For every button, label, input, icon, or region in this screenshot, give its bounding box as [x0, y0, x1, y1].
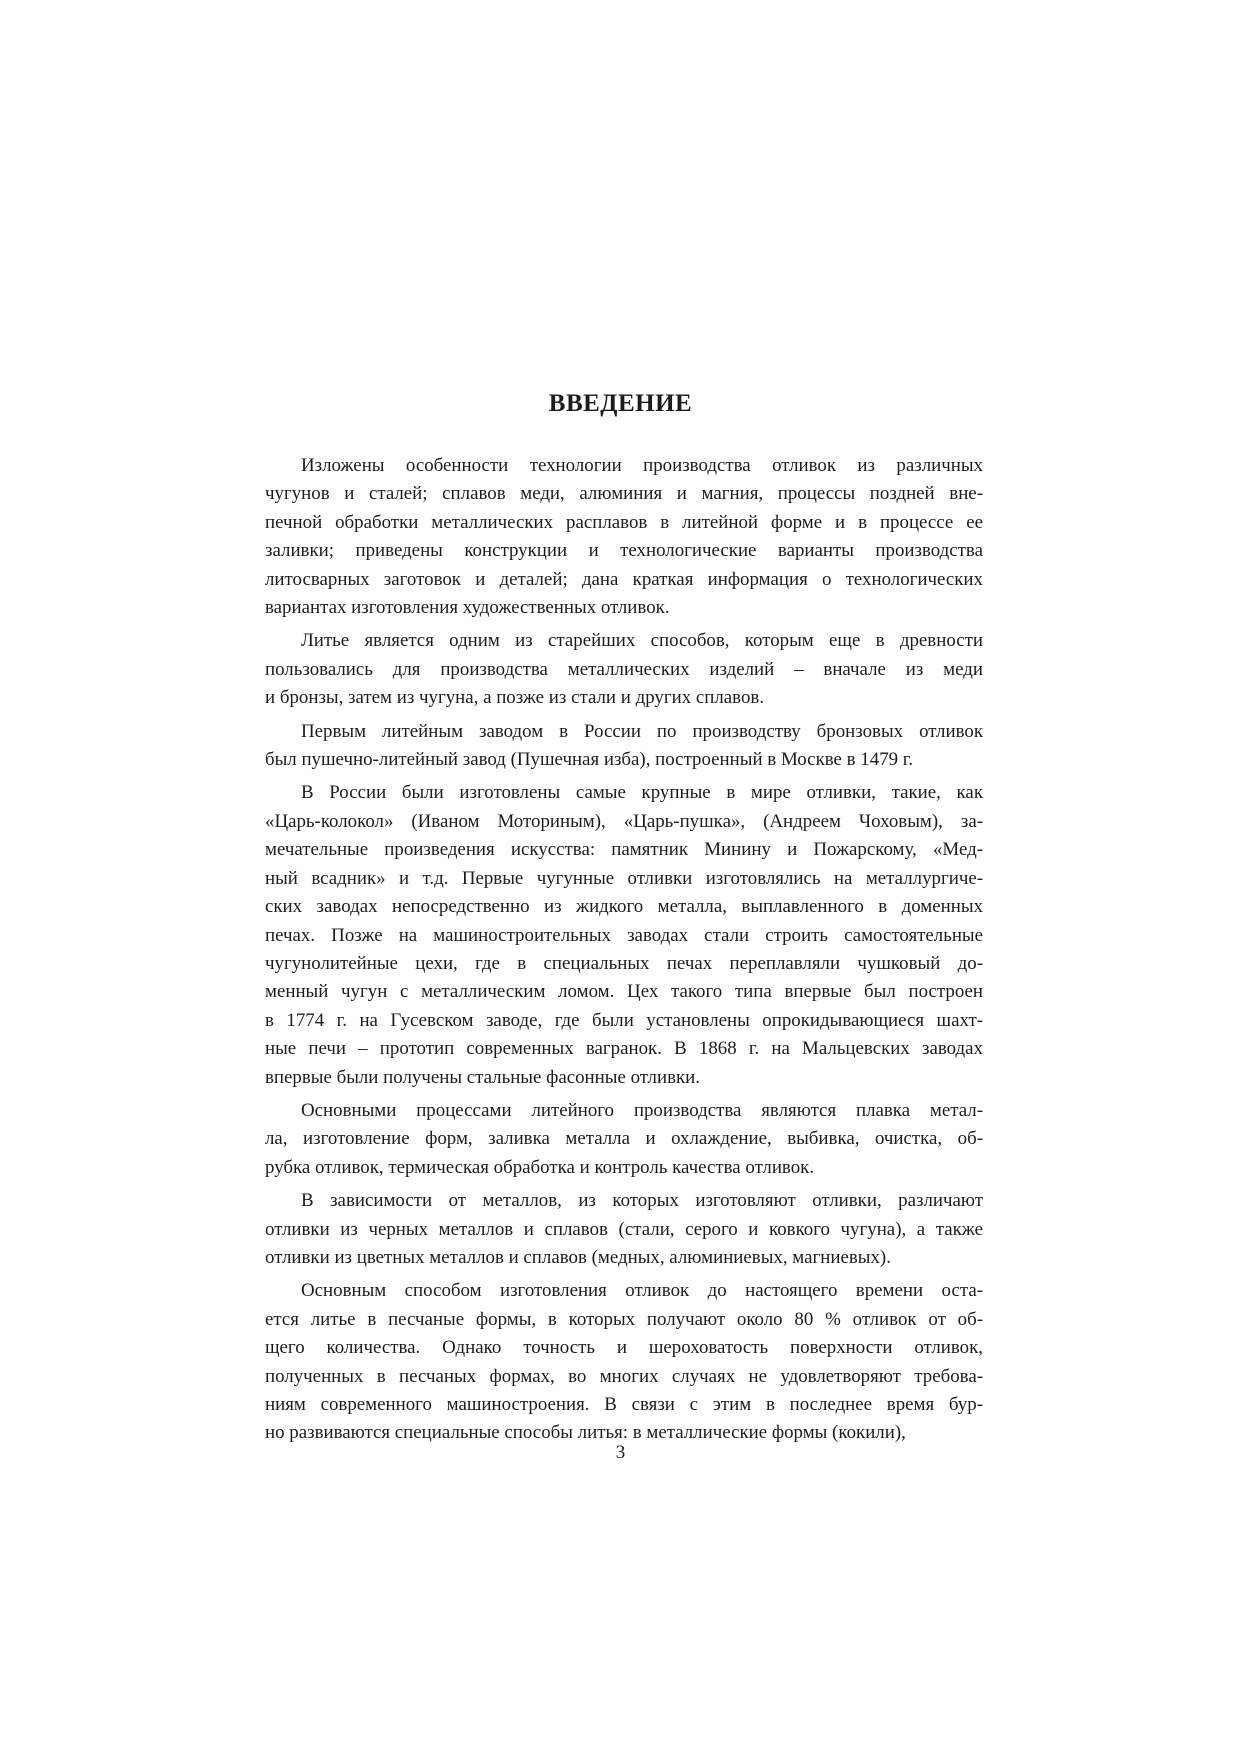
text-line: чугунолитейные цехи, где в специальных печах переплавляли чушковый до-: [265, 952, 983, 974]
text-line: ских заводах непосредственно из жидкого металла, выплавленного в доменных: [265, 896, 983, 918]
text-line: вариантах изготовления художественных отливок.: [265, 597, 670, 619]
text-line: но развиваются специальные способы литья: в металлические формы (кокили),: [265, 1422, 906, 1444]
text-line: чугунов и сталей; сплавов меди, алюминия и магния, процессы поздней вне-: [265, 483, 983, 505]
text-line: в 1774 г. на Гусевском заводе, где были установлены опрокидывающиеся шахт-: [265, 1009, 983, 1031]
paragraph: [265, 1277, 983, 1447]
text-line: пользовались для производства металлических изделий – вначале из меди: [265, 658, 983, 680]
page-number: 3: [615, 1442, 626, 1463]
text-line: ный всадник» и т.д. Первые чугунные отливки изготовлялись на металлургиче-: [265, 867, 983, 889]
text-line: Изложены особенности технологии производства отливок из различных: [301, 455, 983, 476]
text-line: В России были изготовлены самые крупные в мире отливки, такие, как: [301, 782, 983, 804]
page-title: ВВЕДЕНИЕ: [548, 390, 693, 417]
text-line: печной обработки металлических расплавов в литейной форме и в процессе ее: [265, 511, 983, 533]
paragraph: [265, 1097, 983, 1182]
body-text: [265, 452, 983, 1453]
text-line: ла, изготовление форм, заливка металла и охлаждение, выбивка, очистка, об-: [265, 1128, 983, 1150]
text-line: Основными процессами литейного производства являются плавка метал-: [301, 1099, 983, 1121]
text-line: мечательные произведения искусства: памятник Минину и Пожарскому, «Мед-: [265, 839, 983, 861]
text-line: Первым литейным заводом в России по производству бронзовых отливок: [301, 720, 983, 742]
text-line: литосварных заготовок и деталей; дана краткая информация о технологических: [265, 568, 983, 590]
paragraph: [265, 452, 983, 622]
text-line: Основным способом изготовления отливок до настоящего времени оста-: [301, 1280, 983, 1302]
text-line: В зависимости от металлов, из которых изготовляют отливки, различают: [301, 1190, 983, 1212]
text-line: менный чугун с металлическим ломом. Цех такого типа впервые был построен: [265, 981, 983, 1003]
text-line: полученных в песчаных формах, во многих случаях не удовлетворяют требова-: [265, 1365, 983, 1387]
text-line: заливки; приведены конструкции и технологические варианты производства: [265, 540, 983, 562]
text-line: был пушечно-литейный завод (Пушечная изба), построенный в Москве в 1479 г.: [265, 749, 914, 771]
text-line: рубка отливок, термическая обработка и контроль качества отливок.: [265, 1156, 815, 1178]
text-line: впервые были получены стальные фасонные отливки.: [265, 1066, 701, 1088]
text-line: Литье является одним из старейших способов, которым еще в древности: [301, 630, 983, 652]
text-line: и бронзы, затем из чугуна, а позже из стали и других сплавов.: [265, 687, 765, 709]
text-line: печах. Позже на машиностроительных заводах стали строить самостоятельные: [265, 924, 983, 946]
paragraph: [265, 627, 983, 712]
text-line: ниям современного машиностроения. В связи с этим в последнее время бур-: [265, 1394, 983, 1415]
paragraph: [265, 718, 983, 775]
text-line: отливки из цветных металлов и сплавов (медных, алюминиевых, магниевых).: [265, 1246, 891, 1268]
paragraph: [265, 1187, 983, 1272]
paragraph: [265, 779, 983, 1091]
text-line: отливки из черных металлов и сплавов (стали, серого и ковкого чугуна), а также: [265, 1218, 983, 1240]
text-line: щего количества. Однако точность и шероховатость поверхности отливок,: [265, 1337, 983, 1359]
text-line: «Царь-колокол» (Иваном Моториным), «Царь-пушка», (Андреем Чоховым), за-: [265, 810, 983, 832]
text-line: ные печи – прототип современных вагранок. В 1868 г. на Мальцевских заводах: [265, 1038, 983, 1060]
text-line: ется литье в песчаные формы, в которых получают около 80 % отливок от об-: [265, 1308, 983, 1330]
